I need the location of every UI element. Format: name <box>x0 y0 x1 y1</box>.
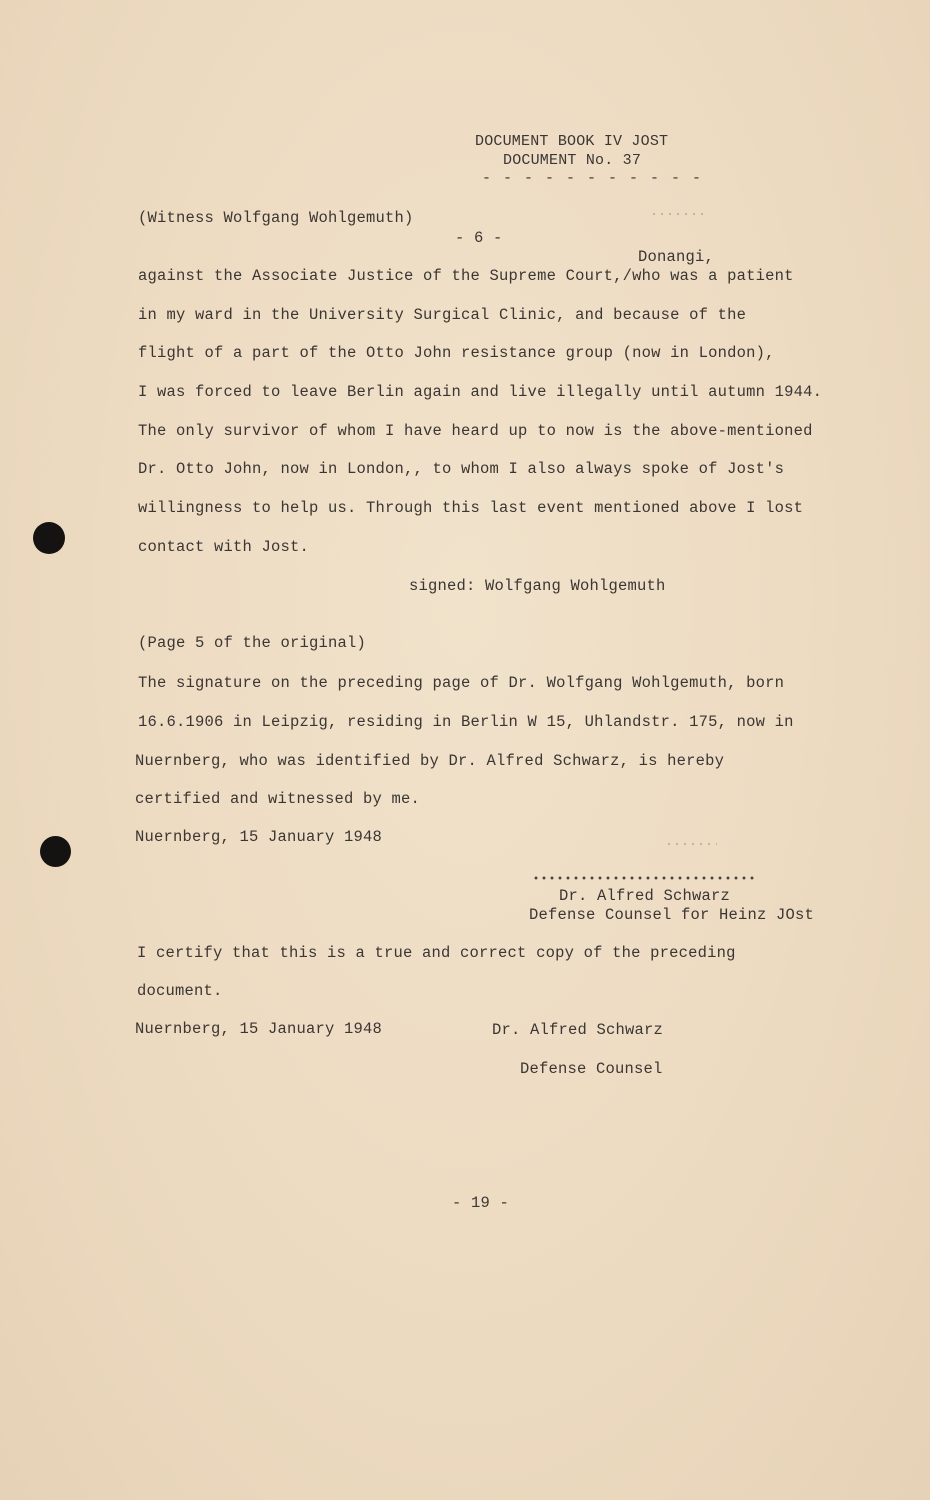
cert-signature-title: Defense Counsel for Heinz JOst <box>529 906 815 924</box>
certification-line: 16.6.1906 in Leipzig, residing in Berlin W 15, Uhlandstr. 175, now in <box>138 713 794 731</box>
body-line: Dr. Otto John, now in London,, to whom I also always spoke of Jost's <box>138 460 785 478</box>
certification-line: The signature on the preceding page of Dr. Wolfgang Wohlgemuth, born <box>138 674 785 692</box>
insertion-text: Donangi, <box>638 248 715 266</box>
final-signature-title: Defense Counsel <box>520 1060 663 1078</box>
copy-certification-line: document. <box>137 982 223 1000</box>
body-line: contact with Jost. <box>138 538 310 556</box>
certification-line: certified and witnessed by me. <box>135 790 421 808</box>
page-reference: (Page 5 of the original) <box>138 634 367 652</box>
header-document-number: DOCUMENT No. 37 <box>503 152 642 169</box>
certification-line: Nuernberg, who was identified by Dr. Alfred Schwarz, is hereby <box>135 752 725 770</box>
faint-mark <box>665 843 717 845</box>
faint-mark <box>650 213 708 215</box>
signature-dotted-line <box>532 876 754 880</box>
page-number: - 19 - <box>452 1194 510 1212</box>
final-signature-name: Dr. Alfred Schwarz <box>492 1021 664 1039</box>
punch-hole <box>40 836 71 867</box>
witness-name: (Witness Wolfgang Wohlgemuth) <box>138 209 414 227</box>
punch-hole <box>33 522 65 554</box>
header-book: DOCUMENT BOOK IV JOST <box>475 133 669 150</box>
body-line: flight of a part of the Otto John resistance group (now in London), <box>138 344 775 362</box>
signed-line: signed: Wolfgang Wohlgemuth <box>409 577 666 595</box>
final-place-date: Nuernberg, 15 January 1948 <box>135 1020 383 1038</box>
copy-certification-line: I certify that this is a true and correct copy of the preceding <box>137 944 736 962</box>
cert-signature-name: Dr. Alfred Schwarz <box>559 887 731 905</box>
body-line: I was forced to leave Berlin again and live illegally until autumn 1944. <box>138 383 823 401</box>
body-line: The only survivor of whom I have heard up to now is the above-mentioned <box>138 422 813 440</box>
body-line: against the Associate Justice of the Supreme Court,/who was a patient <box>138 267 794 285</box>
body-line: willingness to help us. Through this last event mentioned above I lost <box>138 499 804 517</box>
page-marker: - 6 - <box>455 229 503 247</box>
body-line: in my ward in the University Surgical Clinic, and because of the <box>138 306 747 324</box>
certification-date: Nuernberg, 15 January 1948 <box>135 828 383 846</box>
header-rule: - - - - - - - - - - - <box>482 170 703 187</box>
